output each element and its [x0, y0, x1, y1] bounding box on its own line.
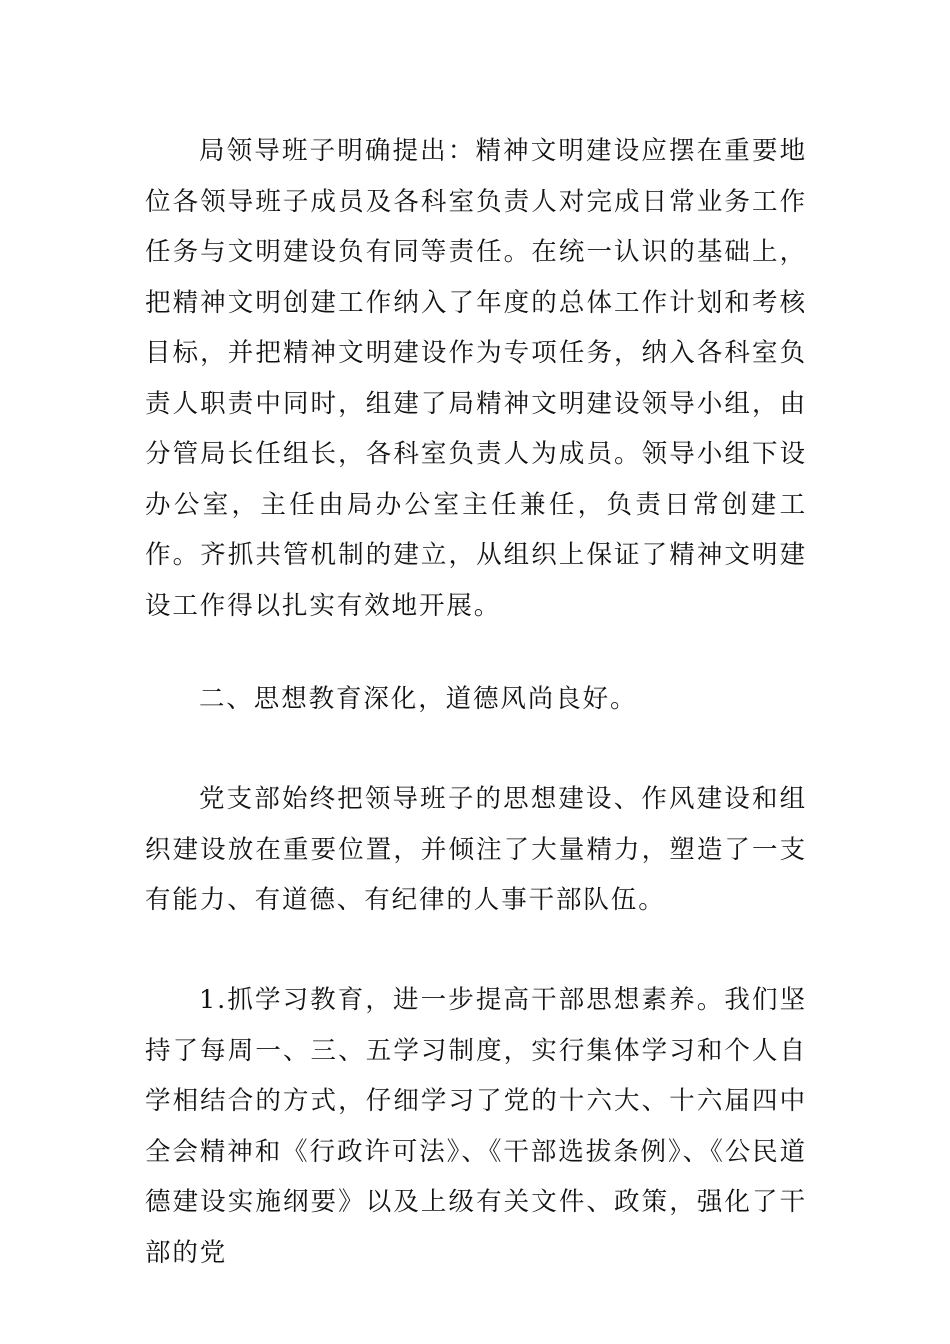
paragraph-leadership-responsibility: 局领导班子明确提出：精神文明建设应摆在重要地位各领导班子成员及各科室负责人对完成日常业务工作任务与文明建设负有同等责任。在统一认识的基础上，把精神文明创建工作纳入了年度的总体工作计划和考核目标，并把精神文明建设作为专项任务，纳入各科室负责人职责中同时，组建了局精神文明建设领导小组，由分管局长任组长，各科室负责人为成员。领导小组下设办公室，主任由局办公室主任兼任，负责日常创建工作。齐抓共管机制的建立，从组织上保证了精神文明建设工作得以扎实有效地开展。	[145, 136, 807, 621]
paragraph-study-education: 1.抓学习教育，进一步提高干部思想素养。我们坚持了每周一、三、五学习制度，实行集体学习和个人自学相结合的方式，仔细学习了党的十六大、十六届四中全会精神和《行政许可法》、《干部选拔条例》、《公民道德建设实施纲要》以及上级有关文件、政策，强化了干部的党	[145, 985, 807, 1268]
section-heading-ideological-education: 二、思想教育深化，道德风尚良好。	[199, 684, 638, 714]
paragraph-party-branch: 党支部始终把领导班子的思想建设、作风建设和组织建设放在重要位置，并倾注了大量精力，塑造了一支有能力、有道德、有纪律的人事干部队伍。	[145, 784, 807, 915]
